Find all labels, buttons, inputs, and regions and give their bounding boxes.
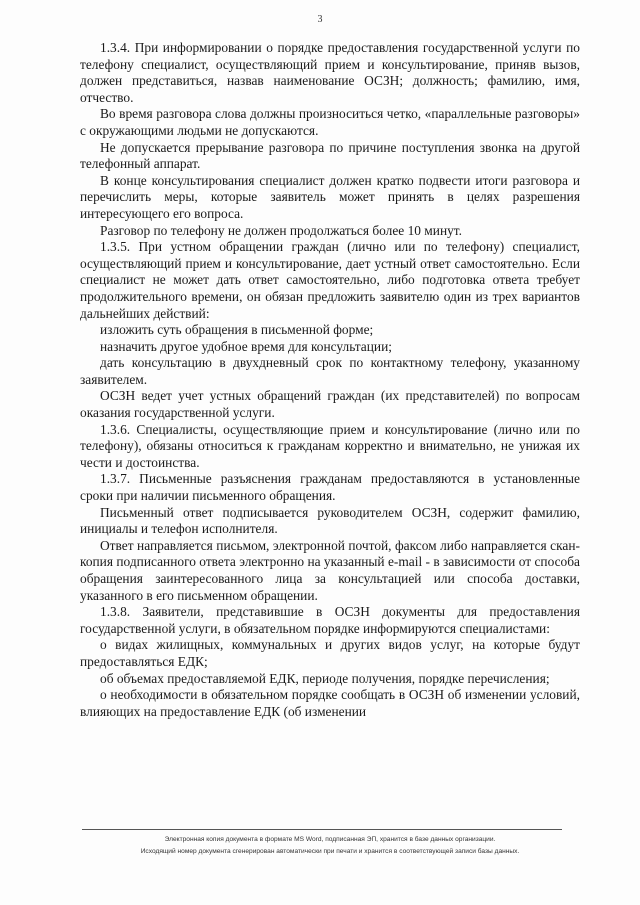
- paragraph-1-3-7: 1.3.7. Письменные разъяснения гражданам предоставляются в установленные сроки при наличии письменного обращения.: [80, 471, 580, 504]
- list-item-phone-consultation: дать консультацию в двухдневный срок по контактному телефону, указанному заявителем.: [80, 355, 580, 387]
- page-number: 3: [317, 14, 323, 25]
- paragraph-1-3-5: 1.3.5. При устном обращении граждан (лично или по телефону) специалист, осуществляющий прием и консультирование, дает устный ответ самостоятельно. Если специалист не может дать ответ самостоятельно, либо подготовка ответа требует продолжительного времени, он обязан предложить заявителю один из трех вариантов дальнейших действий:: [80, 239, 580, 321]
- list-item-notify-changes: о необходимости в обязательном порядке сообщать в ОСЗН об изменении условий, влияющих на предоставление ЕДК (об изменении: [80, 687, 580, 719]
- footer-divider: [82, 829, 562, 830]
- paragraph-no-interruption: Не допускается прерывание разговора по причине поступления звонка на другой телефонный аппарат.: [80, 139, 580, 172]
- paragraph-call-duration: Разговор по телефону не должен продолжаться более 10 минут.: [100, 222, 463, 238]
- paragraph-oral-requests-record: ОСЗН ведет учет устных обращений граждан (их представителей) по вопросам оказания государственной услуги.: [80, 388, 580, 421]
- list-item-written-form: изложить суть обращения в письменной форме;: [100, 322, 374, 338]
- paragraph-1-3-4: 1.3.4. При информировании о порядке предоставления государственной услуги по телефону специалист, осуществляющий прием и консультирование, приняв вызов, должен представиться, назвав наименование ОСЗН; должность; фамилию, имя, отчество.: [80, 40, 580, 105]
- footer-note-electronic-copy: Электронная копия документа в формате MS Word, подписанная ЭП, хранится в базе данных организации.: [164, 836, 496, 843]
- list-item-another-time: назначить другое удобное время для консультации;: [100, 338, 392, 354]
- paragraph-conversation-clarity: Во время разговора слова должны произноситься четко, «параллельные разговоры» с окружающими людьми не допускаются.: [80, 106, 580, 138]
- list-item-volumes: об объемах предоставляемой ЕДК, периоде получения, порядке перечисления;: [100, 670, 550, 686]
- paragraph-written-reply-signed: Письменный ответ подписывается руководителем ОСЗН, содержит фамилию, инициалы и телефон исполнителя.: [80, 504, 580, 537]
- list-item-service-types: о видах жилищных, коммунальных и других видов услуг, на которые будут предоставляться ЕДК;: [80, 637, 580, 669]
- paragraph-reply-delivery: Ответ направляется письмом, электронной почтой, факсом либо направляется скан-копия подписанного ответа электронно на указанный e-mail - в зависимости от способа обращения заинтересованного лица за консультацией или способа доставки, указанного в его письменном обращении.: [80, 537, 580, 603]
- paragraph-1-3-8: 1.3.8. Заявители, представившие в ОСЗН документы для предоставления государственной услуги, в обязательном порядке информируются специалистами:: [80, 604, 580, 636]
- paragraph-1-3-6: 1.3.6. Специалисты, осуществляющие прием и консультирование (лично или по телефону), обязаны относиться к гражданам корректно и внимательно, не унижая их чести и достоинства.: [80, 421, 580, 470]
- paragraph-summary: В конце консультирования специалист должен кратко подвести итоги разговора и перечислить меры, которые заявитель может принять в целях разрешения интересующего его вопроса.: [80, 172, 580, 221]
- document-body: [80, 40, 580, 720]
- footer-note-outgoing-number: Исходящий номер документа сгенерирован автоматически при печати и хранится в соответствующей записи базы данных.: [140, 848, 520, 855]
